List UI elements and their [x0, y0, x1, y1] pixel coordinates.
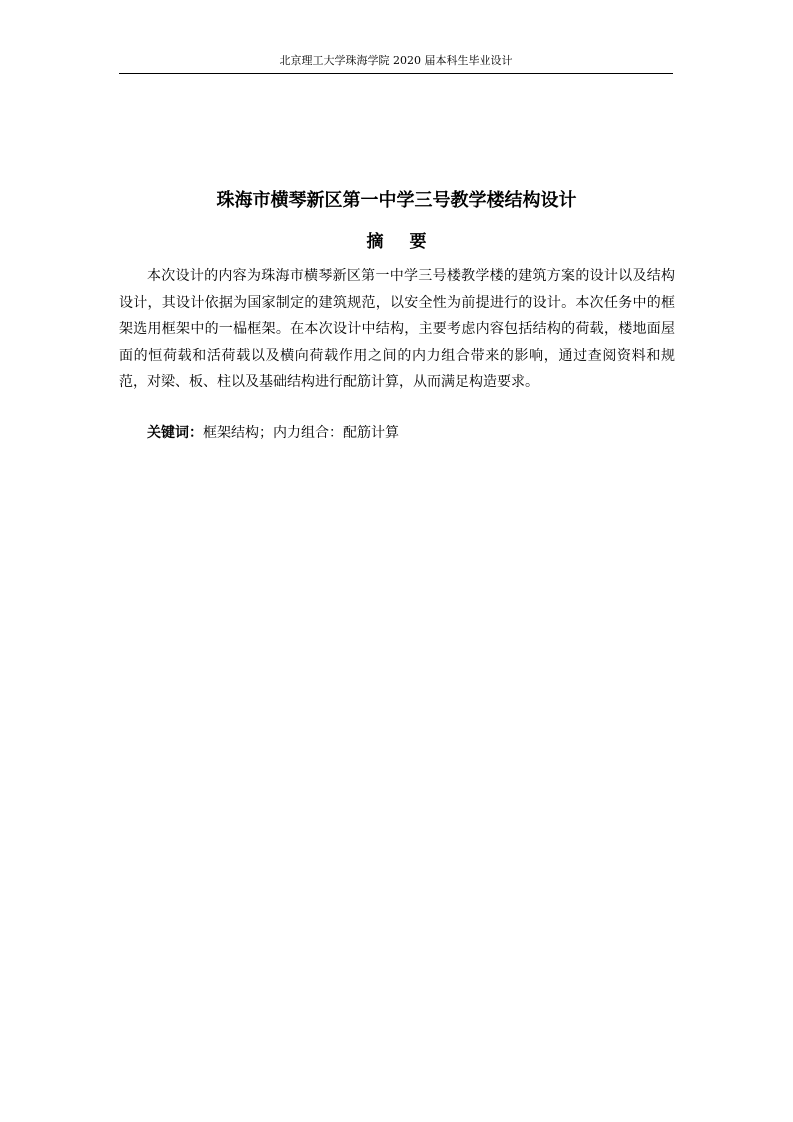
abstract-heading: [0, 230, 793, 254]
page-header: [119, 54, 673, 74]
keywords-line: [147, 421, 399, 445]
abstract-heading-char-1: 摘: [366, 232, 384, 252]
document-title: 珠海市横琴新区第一中学三号教学楼结构设计: [216, 190, 577, 211]
abstract-heading-char-2: 要: [409, 232, 427, 252]
abstract-body: 本次设计的内容为珠海市横琴新区第一中学三号楼教学楼的建筑方案的设计以及结构设计，其设计依据为国家制定的建筑规范，以安全性为前提进行的设计。本次任务中的框架选用框架中的一榀框架。在本次设计中结构，主要考虑内容包括结构的荷载，楼地面屋面的恒荷载和活荷载以及横向荷载作用之间的内力组合带来的影响，通过查阅资料和规范，对梁、板、柱以及基础结构进行配筋计算，从而满足构造要求。: [119, 268, 675, 390]
keywords-text: 框架结构；内力组合：配筋计算: [203, 425, 399, 441]
keywords-label: 关键词：: [147, 425, 203, 441]
header-text: 北京理工大学珠海学院 2020 届本科生毕业设计: [279, 54, 513, 67]
